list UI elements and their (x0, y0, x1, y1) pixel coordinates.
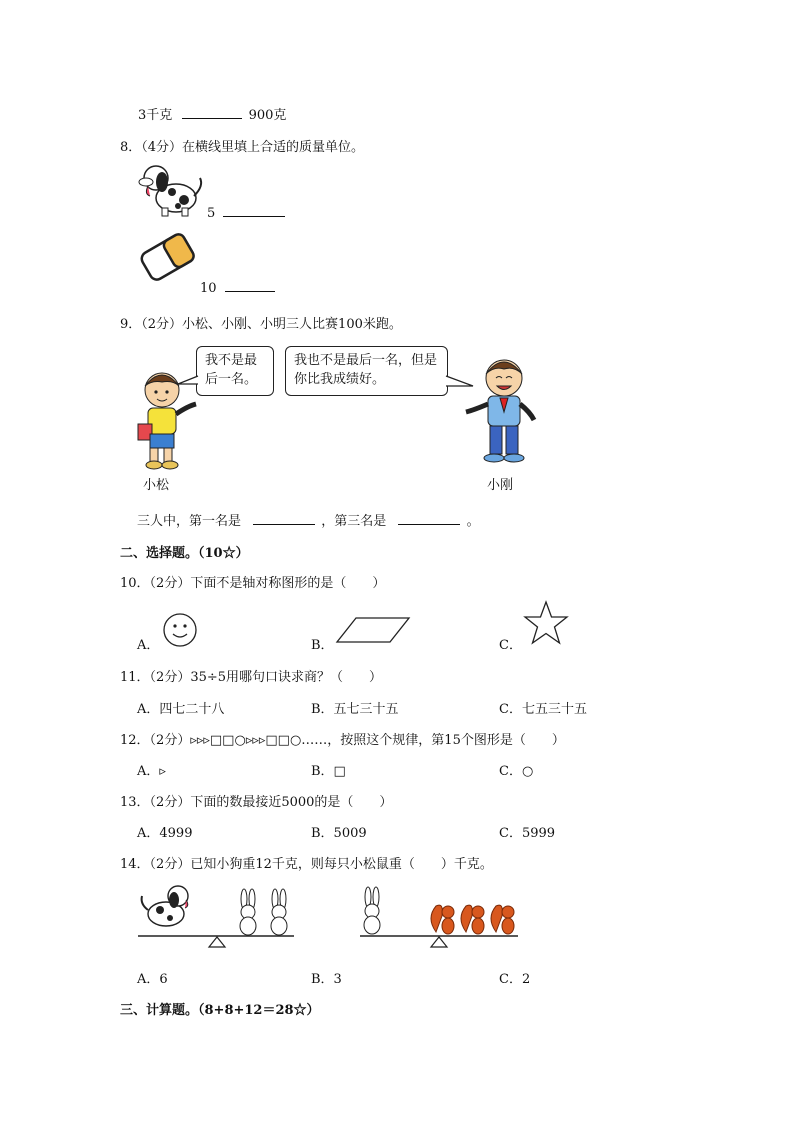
q7-blank[interactable] (182, 106, 242, 119)
q9-third-blank[interactable] (398, 512, 460, 525)
q8-dog-blank[interactable] (223, 204, 285, 217)
q9-answer-end: 。 (466, 514, 480, 529)
q7-line (138, 104, 286, 123)
q11-option-c[interactable]: C．七五三十五 (499, 702, 587, 717)
balance-dog-rabbits (136, 882, 296, 948)
q8-stem: 8．（4分）在横线里填上合适的质量单位。 (120, 140, 365, 155)
q14-option-c[interactable]: C．2 (499, 972, 531, 987)
q11-option-b[interactable]: B．五七三十五 (311, 702, 399, 717)
q13-option-c[interactable]: C．5999 (499, 826, 556, 841)
balance-rabbit-squirrels (358, 882, 520, 948)
q10-option-a[interactable]: A． (137, 638, 160, 653)
star-icon (522, 600, 570, 646)
q12-stem-number: 12．（2分） (120, 733, 191, 748)
q14-option-a[interactable]: A．6 (137, 972, 168, 987)
q13-stem: 13．（2分）下面的数最接近5000的是（ ） (120, 795, 393, 810)
q8-eraser-value: 10 (200, 281, 217, 296)
q14-option-b[interactable]: B．3 (311, 972, 342, 987)
q11-stem: 11．（2分）35÷5用哪句口诀求商？（ ） (120, 670, 383, 685)
q8-eraser-line (200, 279, 275, 296)
name-xiaogang: 小刚 (487, 478, 514, 493)
q8-dog-line (207, 204, 285, 221)
q12-option-c[interactable]: C．○ (499, 764, 534, 779)
q8-dog-value: 5 (207, 206, 216, 221)
q10-option-c[interactable]: C． (499, 638, 522, 653)
q8-eraser-blank[interactable] (225, 279, 275, 292)
q7-left: 3千克 (138, 108, 173, 123)
q13-option-b[interactable]: B．5009 (311, 826, 367, 841)
q12-stem (120, 729, 565, 748)
q11-option-a[interactable]: A．四七二十八 (137, 702, 225, 717)
q9-answer-prefix: 三人中，第一名是 (137, 514, 242, 529)
parallelogram-icon (336, 616, 412, 644)
section-3-title: 三、计算题。（8+8+12＝28☆） (120, 1003, 320, 1018)
q12-pattern: ▹▹▹□□○▹▹▹□□○……，按照这个规律，第15个图形是（ ） (190, 733, 565, 748)
q12-option-a[interactable]: A．▹ (137, 764, 166, 779)
q10-stem: 10．（2分）下面不是轴对称图形的是（ ） (120, 576, 386, 591)
speech-bubble-right: 我也不是最后一名，但是你比我成绩好。 (285, 346, 448, 396)
q14-stem: 14．（2分）已知小狗重12千克，则每只小松鼠重（ ）千克。 (120, 857, 493, 872)
eraser-illustration (138, 230, 198, 286)
section-2-title: 二、选择题。（10☆） (120, 546, 249, 561)
speech-bubble-left: 我不是最后一名。 (196, 346, 274, 396)
q13-option-a[interactable]: A．4999 (137, 826, 193, 841)
q9-first-blank[interactable] (253, 512, 315, 525)
q9-answer-mid: ，第三名是 (321, 514, 387, 529)
boy-xiaosong-illustration (136, 368, 200, 472)
q9-stem: 9．（2分）小松、小刚、小明三人比赛100米跑。 (120, 317, 402, 332)
name-xiaosong: 小松 (143, 478, 170, 493)
boy-xiaogang-illustration (464, 356, 536, 468)
dog-illustration (138, 160, 208, 218)
q10-option-b[interactable]: B． (311, 638, 334, 653)
q12-option-b[interactable]: B．□ (311, 764, 346, 779)
q9-answer-line (137, 510, 480, 529)
q7-right: 900克 (248, 108, 287, 123)
smiley-face-icon (162, 612, 198, 648)
